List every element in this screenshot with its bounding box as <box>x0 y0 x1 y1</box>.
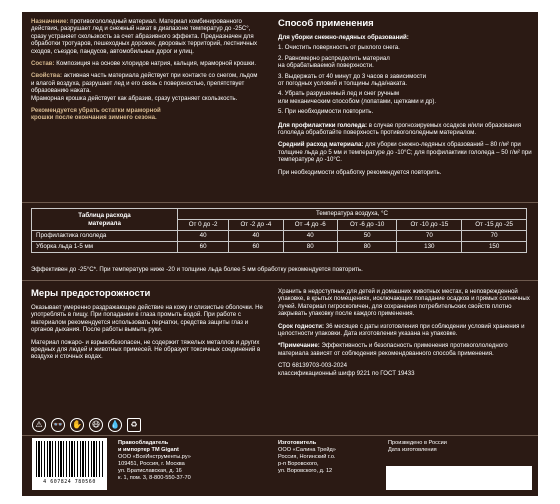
left-column <box>31 18 261 122</box>
rights-holder-block <box>118 440 236 482</box>
row-label: Профилактика гололеда <box>32 231 178 242</box>
barcode <box>32 438 107 490</box>
table-cell: 50 <box>337 231 397 242</box>
gloves-icon: ✋ <box>70 418 84 432</box>
ice-removal-subtitle: Для уборки снежно-ледяных образований: <box>278 34 409 41</box>
composition-paragraph: Состав: Композиция на основе хлоридов натрия, кальция, мраморной крошки. <box>31 60 257 68</box>
temperature-header: Температура воздуха, °С <box>178 209 527 220</box>
usage-step: 5. При необходимости повторить. <box>278 108 374 116</box>
prevention-paragraph: Для профилактики гололеда: в случае прогнозируемых осадков и/или образования гололеда обработайте поверхность противогололедным материалом. <box>278 121 522 137</box>
mask-icon: 😷 <box>89 418 103 432</box>
column-header: От -6 до -10 <box>337 220 397 231</box>
usage-title: Способ применения <box>278 18 374 29</box>
table-cell: 150 <box>462 242 527 253</box>
column-header: От -15 до -25 <box>462 220 527 231</box>
manufacturer-address: ООО «Салина Трейд» Россия, Ногинский г.о. р-п Воровского, ул. Воровского, д. 12 <box>278 447 336 474</box>
purpose-paragraph: Назначение: противогололедный материал. Материал комбинированного действия, разрушает лед и снежный накат в диапазоне температур до -25С°, сразу устраняет скользкость за счет абразивного эффекта. Предназначен для обработки тротуаров, пешеходных дорожек, дворовых территорий, лестничных сходов, съездов, пандусов, автомобильных дорог и улиц. <box>31 18 258 55</box>
divider <box>22 435 538 436</box>
production-block <box>388 440 532 454</box>
table-cell: 40 <box>178 231 229 242</box>
table-cell: 60 <box>178 242 229 253</box>
rights-holder-address: ООО «ВсеИнструменты.ру» 109451, Россия, г. Москва ул. Братиславская, д. 16 к. 1, пом. 3, 8-800-550-37-70 <box>118 454 191 481</box>
manufacture-date-label: Дата изготовления <box>388 447 437 453</box>
storage-paragraph: Хранить в недоступных для детей и домашних животных местах, в неповрежденной упаковке, в крытых помещениях, исключающих попадание осадков и прямых солнечных лучей. Материал гигроскопичен, для сохранения потребительских свойств плотно закрывать упаковку после каждого применения. <box>278 288 530 318</box>
properties-paragraph: Свойства: активная часть материала действует при контакте со снегом, льдом и влагой воздуха, разрушает лед и его связь с поверхностью, препятствует образованию наката. Мраморная крошка действует как абразив, сразу устраняет скользкость. <box>31 72 258 102</box>
table-row <box>32 242 527 253</box>
table-row <box>32 231 527 242</box>
table-cell: 70 <box>462 231 527 242</box>
manufacturer-title: Изготовитель <box>278 440 317 446</box>
barcode-number: 4 607824 780560 <box>43 479 96 485</box>
table-cell: 80 <box>337 242 397 253</box>
usage-step: 4. Убрать разрушенный лед и снег ручным или механическим способом (лопатами, щетками и др). <box>278 90 437 105</box>
recommendation-text: Рекомендуется убрать остатки мраморной крошки после окончания зимнего сезона. <box>31 107 161 122</box>
precautions-section <box>31 288 263 366</box>
usage-step: 1. Очистить поверхность от рыхлого снега. <box>278 44 400 52</box>
right-column <box>278 18 532 181</box>
pictogram-row <box>32 418 141 432</box>
precautions-paragraph: Оказывает умеренно раздражающее действие на кожу и слизистые оболочки. Не употреблять в пищу. При попадании в глаза промыть водой. При работе с материалом рекомендуется использовать перчатки, средства защиты глаз и органов дыхания. После работы вымыть руки. <box>31 304 263 334</box>
divider <box>22 202 538 203</box>
divider <box>22 280 538 281</box>
repeat-note: При необходимости обработку рекомендуется повторить. <box>278 168 442 176</box>
precautions-title: Меры предосторожности <box>31 288 151 299</box>
table-note: Эффективен до -25°С*. При температуре ниже -20 и толщине льда более 5 мм обработку рекомендуется повторить. <box>31 266 363 273</box>
table-cell: 70 <box>397 231 462 242</box>
table-cell: 40 <box>229 231 283 242</box>
product-label <box>22 12 538 496</box>
rights-holder-title: Правообладатель и импортер ТМ Gigant <box>118 440 179 453</box>
column-header: От -10 до -15 <box>397 220 462 231</box>
table-header-row <box>32 209 527 220</box>
child-warning-icon: ⚠ <box>32 418 46 432</box>
column-header: От -2 до -4 <box>229 220 283 231</box>
barcode-bars <box>36 441 103 477</box>
column-header: От 0 до -2 <box>178 220 229 231</box>
consumption-table <box>31 208 527 253</box>
usage-step: 3. Выдержать от 40 минут до 3 часов в зависимости от погодных условий и толщины льда/наката. <box>278 72 426 88</box>
standard-text: СТО 68139703-003-2024 классификационный шифр 9221 по ГОСТ 19433 <box>278 362 415 377</box>
row-label: Уборка льда 1-5 мм <box>32 242 178 253</box>
manufacture-date-field <box>386 466 532 490</box>
storage-section <box>278 288 532 382</box>
consumption-paragraph: Средний расход материала: для уборки снежно-ледяных образований – 80 г/м² при толщине льда до 5 мм и температуре до -10°С; для профилактики гололеда – 50 г/м² при температуре до -10°С. <box>278 141 532 164</box>
safety-paragraph: Материал пожаро- и взрывобезопасен, не содержит тяжелых металлов и других вредных для людей и животных примесей. Не образует токсичных соединений в воздухе и сточных водах. <box>31 338 261 361</box>
table-corner-header: Таблица расхода материала <box>32 209 178 231</box>
recycle-pp-icon: ♻ <box>127 418 141 432</box>
remark-paragraph: *Примечание: Эффективность и безопасность применения противогололедного материала зависят от соблюдения рекомендованного способа применения. <box>278 342 508 357</box>
glasses-icon: 👓 <box>51 418 65 432</box>
table-cell: 130 <box>397 242 462 253</box>
table-cell: 80 <box>283 242 337 253</box>
made-in-text: Произведено в России <box>388 440 447 446</box>
manufacturer-block <box>278 440 382 475</box>
column-header: От -4 до -6 <box>283 220 337 231</box>
wash-hands-icon: 💧 <box>108 418 122 432</box>
table-cell: 60 <box>229 242 283 253</box>
usage-step: 2. Равномерно распределить материал на обрабатываемой поверхности. <box>278 54 390 70</box>
shelf-life-paragraph: Срок годности: 36 месяцев с даты изготовления при соблюдении условий хранения и целостности упаковки. Дата изготовления указана на упаковке. <box>278 322 525 338</box>
table-cell: 40 <box>283 231 337 242</box>
usage-steps <box>278 44 532 115</box>
